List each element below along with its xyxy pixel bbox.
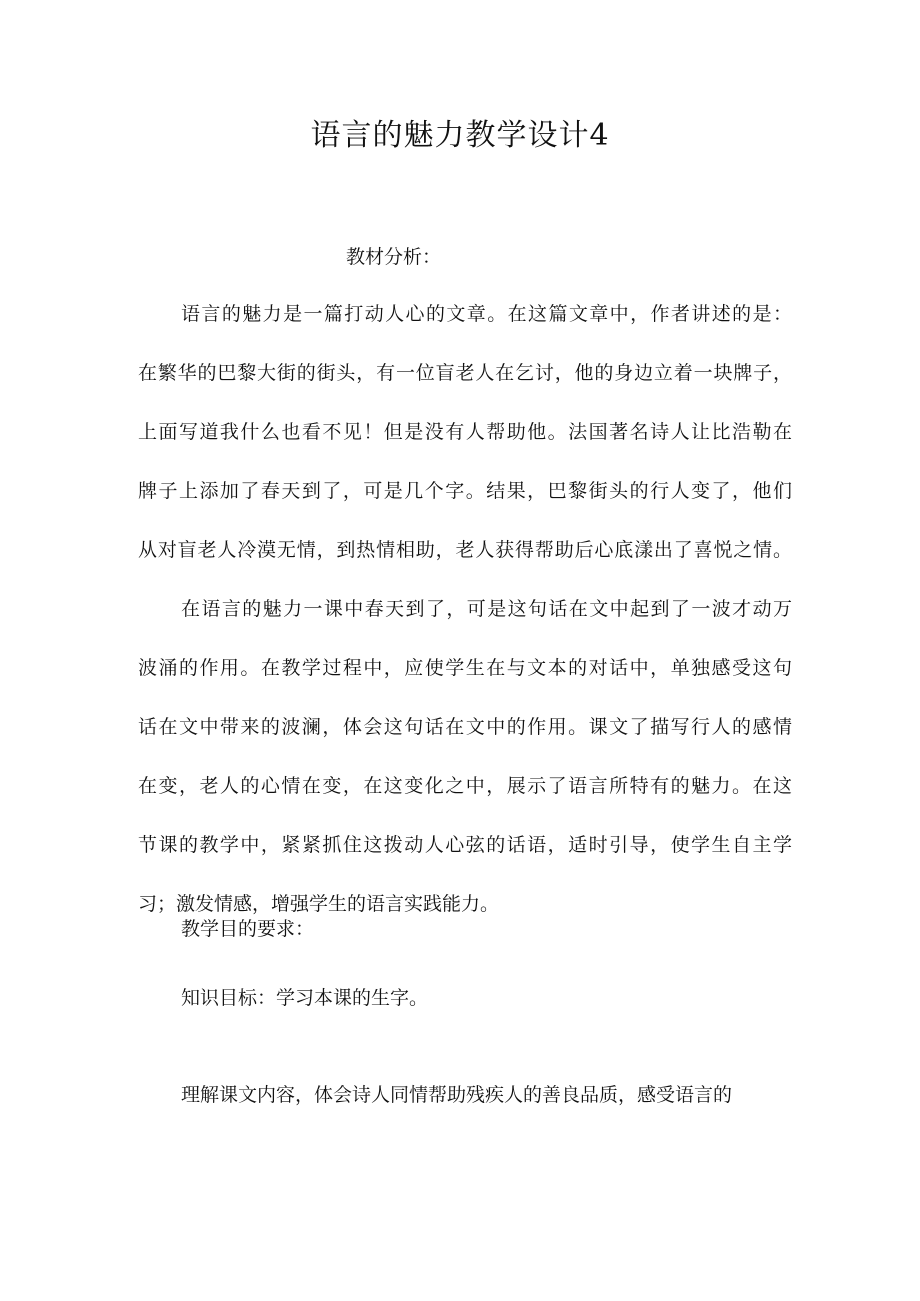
paragraph-line: 习；激发情感，增强学生的语言实践能力。 bbox=[138, 893, 500, 915]
paragraph-story bbox=[138, 285, 792, 580]
paragraph-analysis bbox=[138, 580, 792, 934]
document-title: 语言的魅力教学设计4 bbox=[310, 118, 610, 153]
paragraph-line: 在变，老人的心情在变，在这变化之中，展示了语言所特有的魅力。在这 bbox=[138, 775, 792, 797]
paragraph-line: 话在文中带来的波澜，体会这句话在文中的作用。课文了描写行人的感情 bbox=[138, 716, 792, 738]
material-analysis-heading: 教材分析： bbox=[346, 246, 442, 268]
teaching-goals-heading: 教学目的要求： bbox=[181, 918, 315, 940]
paragraph-line: 上面写道我什么也看不见！但是没有人帮助他。法国著名诗人让比浩勒在 bbox=[138, 421, 792, 443]
paragraph-line: 语言的魅力是一篇打动人心的文章。在这篇文章中，作者讲述的是： bbox=[181, 303, 792, 325]
paragraph-line: 在繁华的巴黎大街的街头，有一位盲老人在乞讨，他的身边立着一块牌子， bbox=[138, 362, 792, 384]
paragraph-line: 从对盲老人冷漠无情，到热情相助，老人获得帮助后心底漾出了喜悦之情。 bbox=[138, 539, 792, 561]
knowledge-goal-text: 知识目标：学习本课的生字。 bbox=[181, 987, 429, 1009]
paragraph-line: 波涌的作用。在教学过程中，应使学生在与文本的对话中，单独感受这句 bbox=[138, 657, 792, 679]
understanding-goal-text: 理解课文内容，体会诗人同情帮助残疾人的善良品质，感受语言的 bbox=[181, 1084, 733, 1106]
paragraph-line: 节课的教学中，紧紧抓住这拨动人心弦的话语，适时引导，使学生自主学 bbox=[138, 834, 792, 856]
paragraph-line: 牌子上添加了春天到了，可是几个字。结果，巴黎街头的行人变了，他们 bbox=[138, 480, 792, 502]
paragraph-line: 在语言的魅力一课中春天到了，可是这句话在文中起到了一波才动万 bbox=[181, 598, 792, 620]
